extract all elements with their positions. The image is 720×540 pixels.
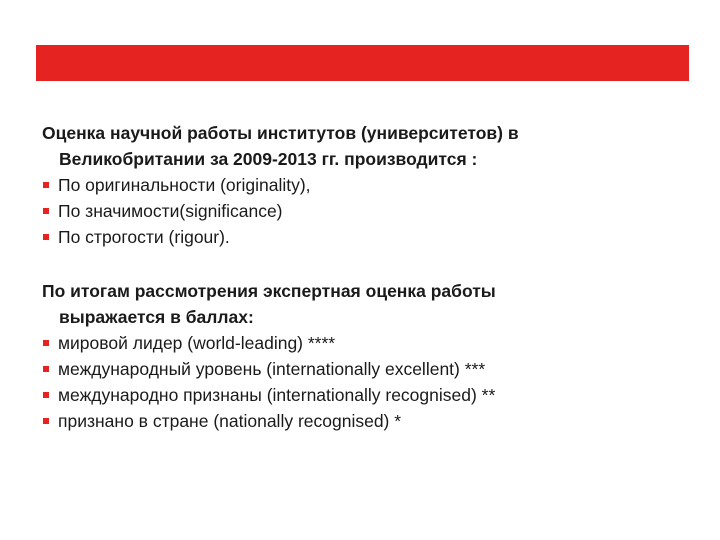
list-item (42, 198, 682, 224)
list-item-text: По значимости(significance) (58, 201, 283, 221)
heading-line: Великобритании за 2009-2013 гг. производится : (59, 149, 478, 169)
list-item (42, 356, 682, 382)
list-item-text: международный уровень (internationally excellent) *** (58, 359, 486, 379)
header-accent-bar (36, 45, 689, 81)
bullet-icon (43, 234, 49, 240)
list-item (42, 382, 682, 408)
list-item (42, 408, 682, 434)
rating-list (42, 330, 682, 434)
slide-content (42, 120, 682, 434)
list-item (42, 224, 682, 250)
section-heading (42, 120, 682, 172)
section-heading (42, 278, 682, 330)
bullet-icon (43, 418, 49, 424)
bullet-icon (43, 208, 49, 214)
bullet-icon (43, 392, 49, 398)
bullet-icon (43, 182, 49, 188)
heading-line: Оценка научной работы институтов (университетов) в (42, 123, 519, 143)
criteria-list (42, 172, 682, 250)
list-item-text: мировой лидер (world-leading) **** (58, 333, 336, 353)
list-item (42, 172, 682, 198)
section-rating-scale (42, 278, 682, 434)
heading-line: По итогам рассмотрения экспертная оценка работы (42, 281, 496, 301)
bullet-icon (43, 340, 49, 346)
list-item (42, 330, 682, 356)
heading-line: выражается в баллах: (59, 307, 254, 327)
list-item-text: международно признаны (internationally recognised) ** (58, 385, 496, 405)
bullet-icon (43, 366, 49, 372)
section-assessment-criteria (42, 120, 682, 250)
list-item-text: По оригинальности (originality), (58, 175, 311, 195)
list-item-text: По строгости (rigour). (58, 227, 230, 247)
list-item-text: признано в стране (nationally recognised) * (58, 411, 402, 431)
